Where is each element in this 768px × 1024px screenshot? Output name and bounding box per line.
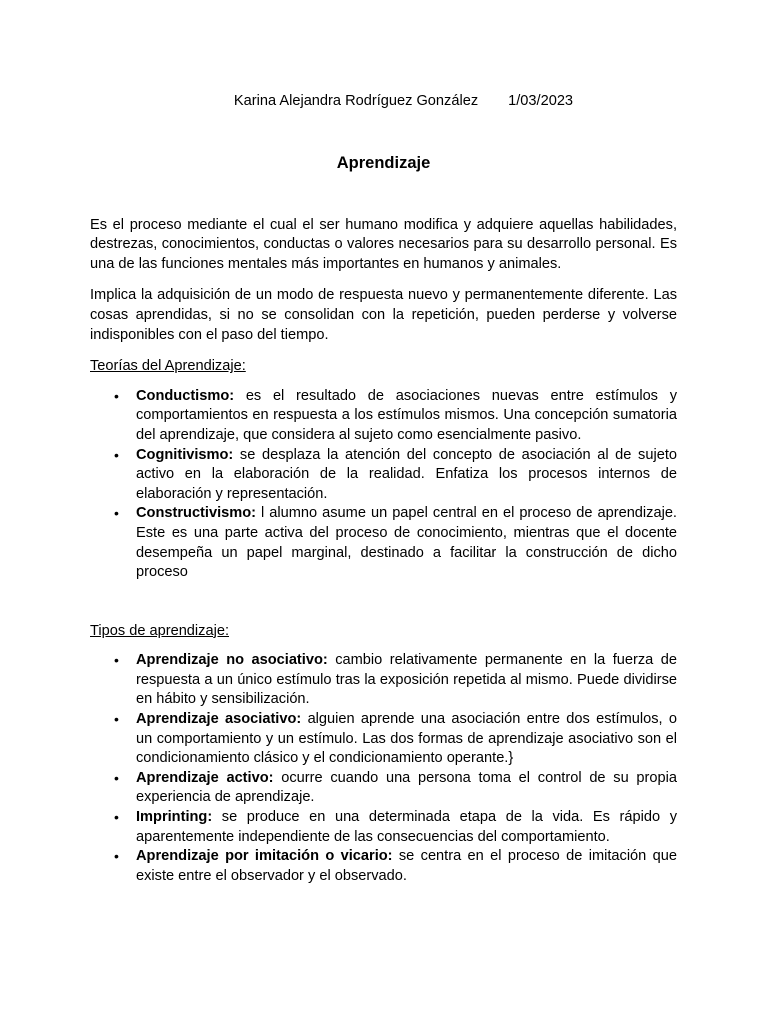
bullet-icon: • [114,711,119,728]
item-term: Cognitivismo: [136,446,234,463]
bullet-icon: • [114,505,119,522]
item-text: cambio relativamente permanente en la fuerza de respuesta a un único estímulo tras la exposición repetida al mismo. Puede dividirse en hábito y sensibilización. [136,652,677,708]
list-item [90,651,677,710]
theories-list [90,387,677,583]
item-term: Imprinting: [136,809,213,826]
item-text: alguien aprende una asociación entre dos estímulos, o un comportamiento y un estímulo. Las dos formas de aprendizaje asociativo son el condicionamiento clásico y el condicionamiento operante.} [136,711,677,767]
item-text: se produce en una determinada etapa de la vida. Es rápido y aparentemente independiente de las consecuencias del comportamiento. [136,809,677,845]
document-title: Aprendizaje [336,153,431,172]
types-list [90,651,677,886]
bullet-icon: • [114,652,119,669]
item-text: se centra en el proceso de imitación que existe entre el observador y el observado. [136,848,677,884]
list-item [90,504,677,582]
bullet-icon: • [114,848,119,865]
bullet-icon: • [114,809,119,826]
list-item [90,808,677,847]
item-term: Constructivismo: [136,505,257,522]
types-heading: Tipos de aprendizaje: [90,622,229,639]
bullet-icon: • [114,387,119,404]
list-item [90,769,677,808]
bullet-icon: • [114,769,119,786]
item-term: Aprendizaje por imitación o vicario: [136,848,393,865]
document-date: 1/03/2023 [508,93,574,109]
item-term: Aprendizaje activo: [136,769,274,786]
item-text: l alumno asume un papel central en el proceso de aprendizaje. Este es una parte activa del proceso de conocimiento, mientras que el docente desempeña un papel marginal, destinado a facilitar la construcción de dicho proceso [136,505,677,581]
author-name: Karina Alejandra Rodríguez González [233,93,479,109]
list-item [90,847,677,886]
document-page [90,92,677,886]
item-text: ocurre cuando una persona toma el control de su propia experiencia de aprendizaje. [136,769,678,806]
item-text: se desplaza la atención del concepto de asociación al de sujeto activo en la elaboración de la realidad. Enfatiza los procesos internos de elaboración y representación. [136,446,677,502]
item-term: Conductismo: [136,387,235,404]
item-term: Aprendizaje no asociativo: [136,652,328,669]
bullet-icon: • [114,446,119,463]
document-header [90,92,677,112]
theories-heading: Teorías del Aprendizaje: [90,358,246,375]
list-item [90,387,677,446]
list-item [90,710,677,769]
item-text: es el resultado de asociaciones nuevas entre estímulos y comportamientos en respuesta a los estímulos mismos. Una concepción sumatoria del aprendizaje, que considera al sujeto como esencialmente pasivo. [136,387,677,443]
intro-paragraph: Es el proceso mediante el cual el ser humano modifica y adquiere aquellas habilidades, destrezas, conocimientos, conductas o valores necesarios para su desarrollo personal. Es una de las funciones mentales más importantes en humanos y animales. [90,216,677,272]
item-term: Aprendizaje asociativo: [136,711,302,728]
list-item [90,446,677,505]
second-paragraph: Implica la adquisición de un modo de respuesta nuevo y permanentemente diferente. Las cosas aprendidas, si no se consolidan con la repetición, pueden perderse y volverse indisponibles con el paso del tiempo. [90,287,677,343]
